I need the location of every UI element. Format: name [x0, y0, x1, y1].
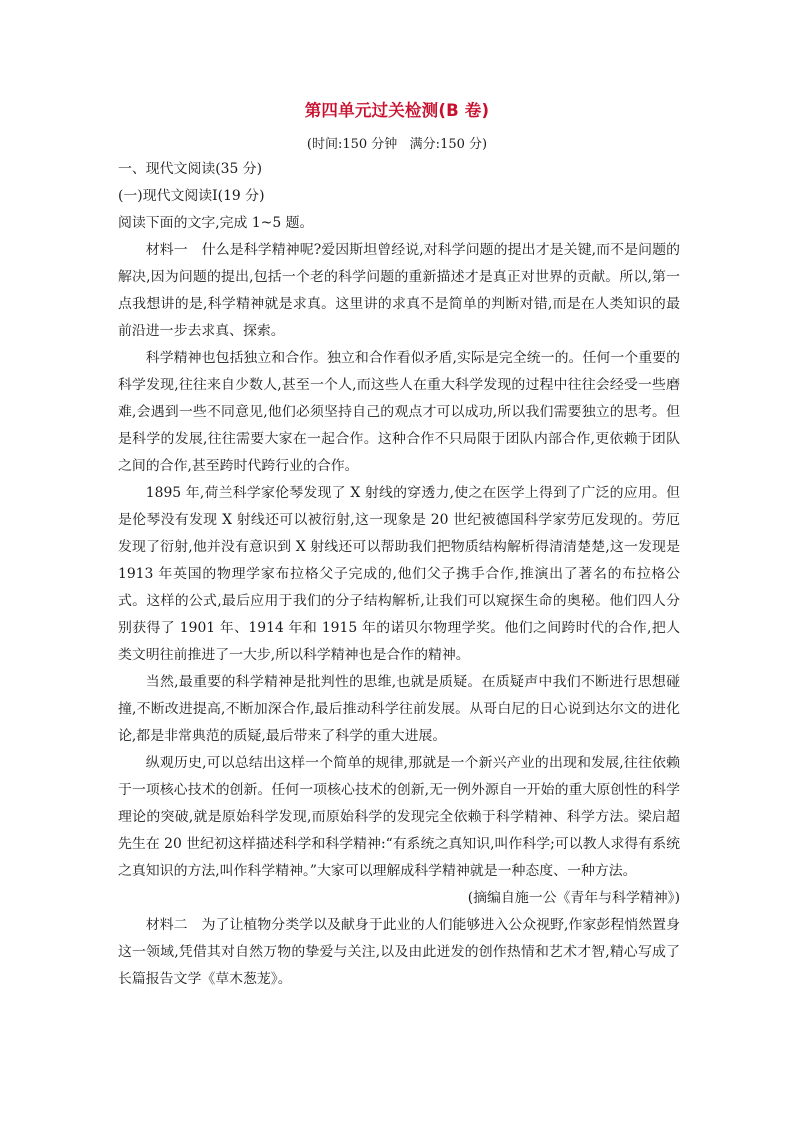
paragraph-material-two: 材料二 为了让植物分类学以及献身于此业的人们能够进入公众视野,作家彭程悄然置身这一领域,凭借其对自然万物的挚爱与关注,以及由此迸发的创作热情和艺术才智,精心写成了长篇报告文学《草木葱茏》。 [118, 917, 680, 987]
paragraph-independence-cooperation: 科学精神也包括独立和合作。独立和合作看似矛盾,实际是完全统一的。任何一个重要的科学发现,往往来自少数人,甚至一个人,而这些人在重大科学发现的过程中往往会经受一些磨难,会遇到一些不同意见,他们必须坚持自己的观点才可以成功,所以我们需要独立的思考。但是科学的发展,往往需要大家在一起合作。这种合作不只局限于团队内部合作,更依赖于团队之间的合作,甚至跨时代跨行业的合作。 [118, 350, 680, 474]
paragraph-x-ray-history: 1895 年,荷兰科学家伦琴发现了 X 射线的穿透力,使之在医学上得到了广泛的应用。但是伦琴没有发现 X 射线还可以被衍射,这一现象是 20 世纪被德国科学家劳厄发现的。劳厄发现了衍射,他并没有意识到 X 射线还可以帮助我们把物质结构解析得清清楚楚,这一发现是 1913 年英国的物理学家布拉格父子完成的,他们父子携手合作,推演出了著名的布拉格公式。这样的公式,最后应用于我们的分子结构解析,让我们可以窥探生命的奥秘。他们四人分别获得了 1901 年、1914 年和 1915 年的诺贝尔物理学奖。他们之间跨时代的合作,把人类文明往前推进了一大步,所以科学精神也是合作的精神。 [118, 485, 680, 663]
source-citation: (摘编自施一公《青年与科学精神》) [467, 890, 680, 906]
paragraph-history-summary: 纵观历史,可以总结出这样一个简单的规律,那就是一个新兴产业的出现和发展,往往依赖于一项核心技术的创新。任何一项核心技术的创新,无一例外源自一开始的重大原创性的科学理论的突破,就是原始科学发现,而原始科学的发现完全依赖于科学精神、科学方法。梁启超先生在 20 世纪初这样描述科学和科学精神:“有系统之真知识,叫作科学;可以教人求得有系统之真知识的方法,叫作科学精神。”大家可以理解成科学精神就是一种态度、一种方法。 [118, 755, 680, 879]
document-body [118, 156, 680, 993]
section-heading: 一、现代文阅读(35 分) [118, 161, 263, 177]
paragraph-material-one: 材料一 什么是科学精神呢?爱因斯坦曾经说,对科学问题的提出才是关键,而不是问题的解决,因为问题的提出,包括一个老的科学问题的重新描述才是真正对世界的贡献。所以,第一点我想讲的是,科学精神就是求真。这里讲的求真不是简单的判断对错,而是在人类知识的最前沿进一步去求真、探索。 [118, 242, 680, 339]
reading-instruction: 阅读下面的文字,完成 1~5 题。 [118, 215, 314, 231]
exam-meta: (时间:150 分钟 满分:150 分) [306, 137, 488, 152]
paragraph-critical-thinking: 当然,最重要的科学精神是批判性的思维,也就是质疑。在质疑声中我们不断进行思想碰撞,不断改进提高,不断加深合作,最后推动科学往前发展。从哥白尼的日心说到达尔文的进化论,都是非常典范的质疑,最后带来了科学的重大进展。 [118, 674, 680, 744]
page-title: 第四单元过关检测(B 卷) [304, 101, 490, 120]
subsection-heading: (一)现代文阅读Ⅰ(19 分) [118, 188, 265, 204]
